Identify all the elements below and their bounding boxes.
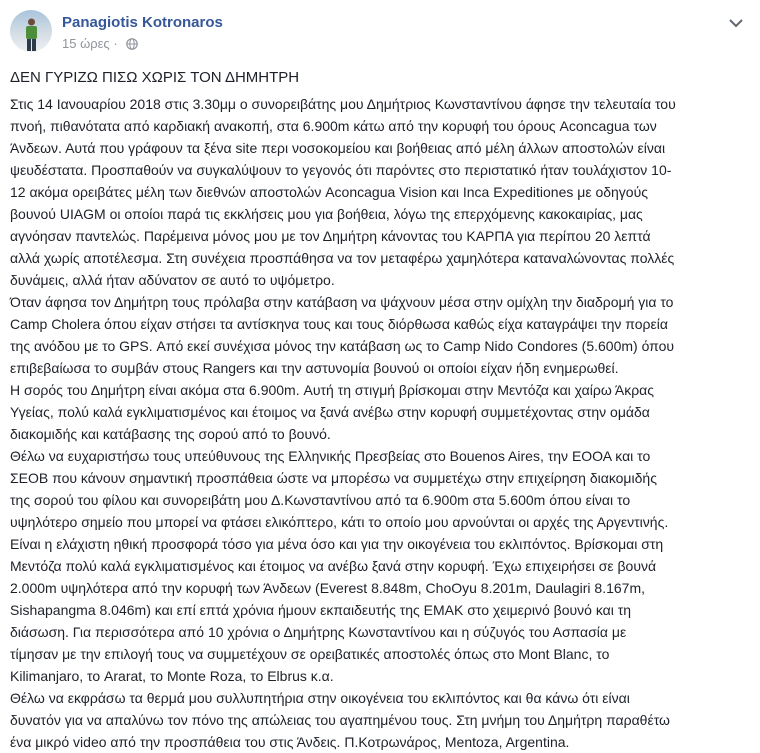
post-text-line: Θέλω να ευχαριστήσω τους υπεύθυνους της Ελληνικής Πρεσβείας στο Bouenos Aires, την ΕΟΟΑ και το	[10, 448, 651, 464]
author-name[interactable]: Panagiotis Kotronaros	[62, 14, 223, 31]
post-text	[10, 93, 748, 753]
post-text-line: δυνατόν για να απαλύνω τον πόνο της απώλειας του αγαπημένου τους. Στη μνήμη του Δημήτρη παραθέτω	[10, 712, 670, 728]
post-text-line: Kilimanjaro, το Ararat, το Monte Roza, το Elbrus κ.α.	[10, 668, 334, 684]
post-text-line: Υγείας, πολύ καλά εγκλιματισμένος και έτοιμος να ξανά ανέβω στην κορυφή συμμετέχοντας στην ομάδα	[10, 404, 650, 420]
post-text-line: της ανόδου με το GPS. Από εκεί συνέχισα μόνος την κατάβαση ως το Camp Nido Condores (5.600m) όπου	[10, 338, 675, 354]
globe-icon[interactable]	[126, 38, 138, 53]
post-text-line: ένα μικρό video από την προσπάθεια του στις Άνδεις. Π.Κοτρωνάρος, Mentoza, Argentina.	[10, 734, 570, 750]
chevron-down-icon	[726, 16, 746, 30]
post-text-line: βουνού UIAGM οι οποίοι παρά τις εκκλήσεις μου για βοήθεια, λόγω της επερχόμενης κακοκαιρίας, μας	[10, 206, 643, 222]
post-text-line: της σορού του φίλου και συνορειβάτη μου Δ.Κωνσταντίνου από τα 6.900m στα 5.600m όπου είναι το	[10, 492, 631, 508]
post-text-line: Άνδεων. Αυτά που γράφουν τα ξένα site περι νοσοκομείου και βοήθειας από μέλη άλλων αποστολών είναι	[10, 140, 666, 156]
post-text-line: Θέλω να εκφράσω τα θερμά μου συλλυπητήρια στην οικογένεια του εκλιπόντος και θα κάνω ότι είναι	[10, 690, 630, 706]
post-text-line: 2.000m υψηλότερα από την κορυφή των Άνδεων (Everest 8.848m, ChoOyu 8.201m, Daulagiri 8.167m,	[10, 580, 645, 596]
post-text-line: τίμησαν με την επιλογή τους να συμμετέχουν σε ορειβατικές αποστολές όπως στο Mont Blanc, το	[10, 646, 610, 662]
post-text-line: Camp Cholera όπου είχαν στήσει τα αντίσκηνα τους και τους διόρθωσα καθώς είχα καταγράψει την πορεία	[10, 316, 668, 332]
post-timestamp[interactable]: 15 ώρες	[62, 36, 110, 51]
post-text-line: διακομιδής και κατάβασης της σορού από το βουνό.	[10, 426, 331, 442]
post-header	[10, 10, 750, 56]
post-text-line: ψευδέστατα. Προσπαθούν να συγκαλύψουν το γεγονός ότι παρόντες στο περιστατικό ήταν τουλάχιστον 10-	[10, 162, 672, 178]
post-text-line: Στις 14 Ιανουαρίου 2018 στις 3.30μμ ο συνορειβάτης μου Δημήτριος Κωνσταντίνου άφησε την τελευταία του	[10, 96, 676, 112]
post-text-line: διάσωση. Για περισσότερα από 10 χρόνια ο Δημήτρης Κωνσταντίνου και η σύζυγός του Ασπασία με	[10, 624, 627, 640]
post-text-line: 12 ακόμα ορειβάτες μέλη των διεθνών αποστολών Aconcagua Vision και Inca Expeditiones με οδηγούς	[10, 184, 648, 200]
post-text-line: Είναι η ελάχιστη ηθική προσφορά τόσο για μένα όσο και για την οικογένεια του εκλιπόντος. Βρίσκομαι στη	[10, 536, 664, 552]
avatar[interactable]	[10, 10, 52, 52]
post-title: ΔΕΝ ΓΥΡΙΖΩ ΠΙΣΩ ΧΩΡΙΣ ΤΟΝ ΔΗΜΗΤΡΗ	[10, 69, 300, 86]
post-text-line: ΣΕΟΒ που κάνουν σημαντική προσπάθεια ώστε να μπορέσω να συμμετέχω στην επιχείρηση διακομιδής	[10, 470, 657, 486]
post-text-line: Η σορός του Δημήτρη είναι ακόμα στα 6.900m. Αυτή τη στιγμή βρίσκομαι στην Μεντόζα και χαίρω Άκρας	[10, 382, 655, 398]
post-text-line: πνοή, πιθανότατα από καρδιακή ανακοπή, στα 6.900m κάτω από την κορυφή του όρους Aconcagua των	[10, 118, 657, 134]
post-options-button[interactable]	[726, 16, 746, 30]
post-text-line: υψηλότερο σημείο που μπορεί να φτάσει ελικόπτερο, κάτι το οποίο μου αρνούνται οι αρχές της Αργεντινής.	[10, 514, 669, 530]
post-text-line: επιβεβαίωσα το συμβάν στους Rangers και την αστυνομία βουνού οι οποίοι είχαν ήδη ενημερωθεί.	[10, 360, 619, 376]
post-meta	[62, 36, 138, 53]
post-text-line: Sishapangma 8.046m) και επί επτά χρόνια ήμουν εκπαιδευτής της ΕΜΑΚ στο χειμερινό βουνό και τη	[10, 602, 632, 618]
post-text-line: δυνάμεις, αλλά ήταν αδύνατον σε αυτό το υψόμετρο.	[10, 272, 335, 288]
meta-separator: ·	[113, 36, 122, 51]
post-text-line: Μεντόζα πολύ καλά εγκλιματισμένος και έτοιμος να ανέβω ξανά στην κορυφή. Έχω επιχειρήσει σε βουνά	[10, 558, 657, 574]
post-text-line: αγνόησαν παντελώς. Παρέμεινα μόνος μου με τον Δημήτρη κάνοντας του ΚΑΡΠΑ για περίπου 20 λεπτά	[10, 228, 651, 244]
avatar-figure	[23, 18, 40, 52]
post-text-line: Όταν άφησα τον Δημήτρη τους πρόλαβα στην κατάβαση να ψάχνουν μέσα στην ομίχλη την διαδρομή για το	[10, 294, 674, 310]
post-text-line: αλλά χωρίς αποτέλεσμα. Στη συνέχεια προσπάθησα να τον μεταφέρω χαμηλότερα καταναλώνοντας πολλές	[10, 250, 675, 266]
